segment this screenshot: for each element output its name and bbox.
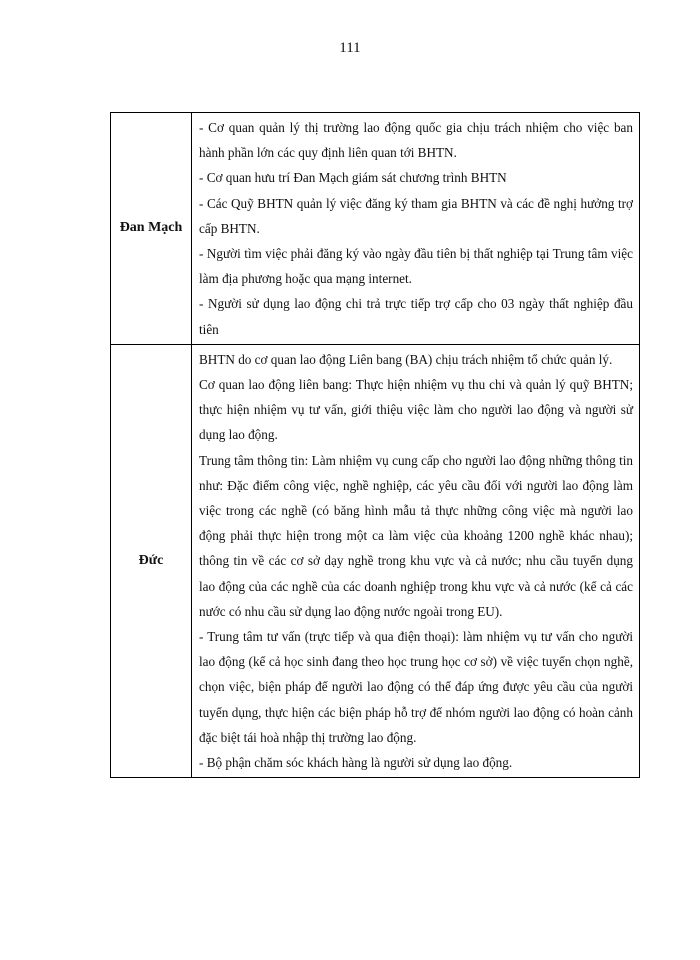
denmark-paragraph: - Người sử dụng lao động chi trả trực tiếp trợ cấp cho 03 ngày thất nghiệp đầu tiên: [199, 296, 633, 337]
denmark-paragraph: - Người tìm việc phải đăng ký vào ngày đầu tiên bị thất nghiệp tại Trung tâm việc làm địa phương hoặc qua mạng internet.: [199, 246, 633, 287]
content-cell-denmark: [192, 113, 640, 345]
germany-paragraph: Cơ quan lao động liên bang: Thực hiện nhiệm vụ thu chi và quản lý quỹ BHTN; thực hiện nhiệm vụ tư vấn, giới thiệu việc làm cho người lao động và người sử dụng lao động.: [199, 377, 633, 443]
germany-paragraph: - Bộ phận chăm sóc khách hàng là người sử dụng lao động.: [199, 755, 513, 771]
denmark-paragraph: - Cơ quan hưu trí Đan Mạch giám sát chương trình BHTN: [199, 170, 507, 186]
country-cell-germany: Đức: [111, 344, 192, 777]
country-cell-denmark: Đan Mạch: [111, 113, 192, 345]
germany-paragraph: - Trung tâm tư vấn (trực tiếp và qua điện thoại): làm nhiệm vụ tư vấn cho người lao động (kể cả học sinh đang theo học trung học cơ sở) về việc tuyển chọn nghề, chọn việc, biện pháp để người lao động có thể đáp ứng được yêu cầu của người tuyển dụng, thực hiện các biện pháp hỗ trợ để nhóm người lao động có hoàn cảnh đặc biệt tái hoà nhập thị trường lao động.: [199, 629, 633, 745]
table-row-germany: [111, 344, 640, 777]
denmark-paragraph: - Các Quỹ BHTN quản lý việc đăng ký tham gia BHTN và các đề nghị hưởng trợ cấp BHTN.: [199, 195, 633, 236]
table-row-denmark: [111, 113, 640, 345]
germany-paragraph: BHTN do cơ quan lao động Liên bang (BA) chịu trách nhiệm tổ chức quản lý.: [199, 351, 613, 367]
germany-paragraph: Trung tâm thông tin: Làm nhiệm vụ cung cấp cho người lao động những thông tin như: Đặc điểm công việc, nghề nghiệp, các yêu cầu đối với người lao động làm việc trong các nghề (có băng hình mẫu tả thực những công việc mà người lao động phải thực hiện trong một ca làm việc của khoảng 1200 nghề khác nhau); thông tin về các cơ sở dạy nghề trong khu vực và cả nước; nhu cầu tuyển dụng lao động của các nghề của các doanh nghiệp trong khu vực và cả nước (kể cả các nước có nhu cầu sử dụng lao động nước ngoài trong EU).: [199, 452, 633, 619]
content-cell-germany: [192, 344, 640, 777]
comparison-table: [110, 112, 640, 778]
page-number: 111: [339, 40, 361, 56]
denmark-paragraph: - Cơ quan quản lý thị trường lao động quốc gia chịu trách nhiệm cho việc ban hành phần lớn các quy định liên quan tới BHTN.: [199, 120, 633, 161]
